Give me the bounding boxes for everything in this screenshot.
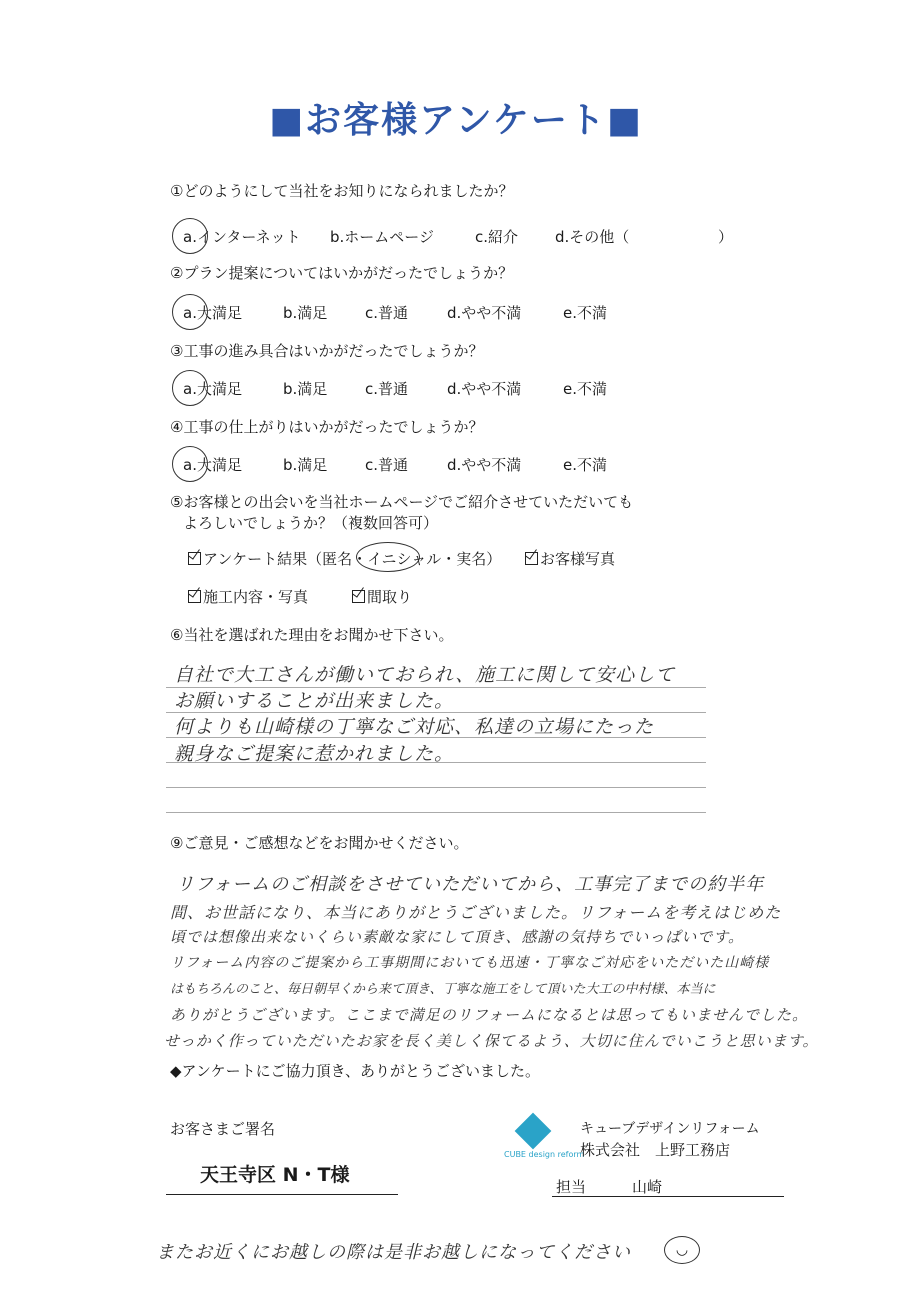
q9-answer-line: はもちろんのこと、毎日朝早くから来て頂き、丁寧な施工をして頂いた大工の中村様、本当に <box>170 982 716 997</box>
staff-label: 担当 <box>556 1178 587 1196</box>
q5-option-customer-photo[interactable]: お客様写真 <box>525 548 615 569</box>
q1-option-d: d.その他（ <box>555 228 630 246</box>
checkbox-checked-icon[interactable] <box>352 590 365 603</box>
q5-option-floor-plan[interactable]: 間取り <box>352 586 412 607</box>
cube-logo-icon <box>515 1113 552 1150</box>
question-9: ⑨ご意見・ご感想などをお聞かせください。 <box>170 834 469 852</box>
footer-note: またお近くにお越しの際は是非お越しになってください <box>156 1242 631 1263</box>
q4-option-e: e.不満 <box>563 456 607 474</box>
staff-rule <box>552 1196 784 1197</box>
q3-option-b: b.満足 <box>283 380 328 398</box>
question-6: ⑥当社を選ばれた理由をお聞かせ下さい。 <box>170 626 454 644</box>
q5-option-survey-results[interactable]: アンケート結果（匿名・イニシャル・実名） <box>188 548 501 569</box>
q1-option-a: a.インターネット <box>183 228 301 246</box>
signature-label: お客さまご署名 <box>170 1120 276 1138</box>
q9-answer-line: せっかく作っていただいたお家を長く美しく保てるよう、大切に住んでいこうと思います。 <box>164 1032 819 1050</box>
q4-option-d: d.やや不満 <box>447 456 522 474</box>
answer-circle-mark <box>172 446 208 482</box>
q2-option-c: c.普通 <box>365 304 409 322</box>
page-title: ■お客様アンケート■ <box>269 100 643 141</box>
answer-circle-mark <box>356 542 420 572</box>
answer-circle-mark <box>172 370 208 406</box>
q5-option-construction-photo[interactable]: 施工内容・写真 <box>188 586 308 607</box>
q2-option-d: d.やや不満 <box>447 304 522 322</box>
q2-option-b: b.満足 <box>283 304 328 322</box>
checkbox-checked-icon[interactable] <box>188 590 201 603</box>
q9-answer-line: リフォームのご相談をさせていただいてから、工事完了までの約半年 <box>176 874 765 895</box>
q9-answer-line: 間、お世話になり、本当にありがとうございました。リフォームを考えはじめた <box>170 903 782 922</box>
q9-answer-line: 頃では想像出来ないくらい素敵な家にして頂き、感謝の気持ちでいっぱいです。 <box>170 928 745 946</box>
q3-option-d: d.やや不満 <box>447 380 522 398</box>
q3-option-e: e.不満 <box>563 380 607 398</box>
q6-answer-line: 自社で大工さんが働いておられ、施工に関して安心して <box>174 664 676 686</box>
q1-option-c: c.紹介 <box>475 228 519 246</box>
logo-text: CUBE design reform <box>504 1150 585 1159</box>
q9-answer-line: リフォーム内容のご提案から工事期間においても迅速・丁寧なご対応をいただいた山崎様 <box>170 955 770 971</box>
q4-option-a: a.大満足 <box>183 456 242 474</box>
smiley-face-icon: ◡ <box>664 1236 700 1264</box>
question-1: ①どのようにして当社をお知りになられましたか？ <box>170 182 514 200</box>
q6-answer-line: 親身なご提案に惹かれました。 <box>174 743 455 765</box>
q6-answer-line: お願いすることが出来ました。 <box>174 690 455 712</box>
company-brand: キューブデザインリフォーム <box>580 1121 760 1137</box>
q9-answer-line: ありがとうございます。ここまで満足のリフォームになるとは思ってもいませんでした。 <box>170 1006 809 1024</box>
q6-answer-line: 何よりも山崎様の丁寧なご対応、私達の立場にたった <box>174 716 655 738</box>
answer-rule <box>166 812 706 813</box>
question-4: ④工事の仕上がりはいかがだったでしょうか？ <box>170 418 484 436</box>
question-5-line1: ⑤お客様との出会いを当社ホームページでご紹介させていただいても <box>170 493 634 511</box>
q3-option-a: a.大満足 <box>183 380 242 398</box>
checkbox-checked-icon[interactable] <box>188 552 201 565</box>
q2-option-e: e.不満 <box>563 304 607 322</box>
checkbox-checked-icon[interactable] <box>525 552 538 565</box>
company-name: 株式会社 上野工務店 <box>580 1141 731 1159</box>
question-5-line2: よろしいでしょうか？（複数回答可） <box>183 514 439 532</box>
signature-value: 天王寺区 N・T様 <box>200 1164 350 1186</box>
q4-option-c: c.普通 <box>365 456 409 474</box>
question-2: ②プラン提案についてはいかがだったでしょうか？ <box>170 264 514 282</box>
q3-option-c: c.普通 <box>365 380 409 398</box>
q4-option-b: b.満足 <box>283 456 328 474</box>
q2-option-a: a.大満足 <box>183 304 242 322</box>
q1-option-b: b.ホームページ <box>330 228 434 246</box>
answer-circle-mark <box>172 294 208 330</box>
answer-circle-mark <box>172 218 208 254</box>
staff-name: 山崎 <box>632 1178 663 1196</box>
q1-option-d-close: ） <box>718 228 734 246</box>
signature-rule <box>166 1194 398 1195</box>
answer-rule <box>166 787 706 788</box>
question-3: ③工事の進み具合はいかがだったでしょうか？ <box>170 342 484 360</box>
thanks-note: ◆アンケートにご協力頂き、ありがとうございました。 <box>170 1062 541 1080</box>
